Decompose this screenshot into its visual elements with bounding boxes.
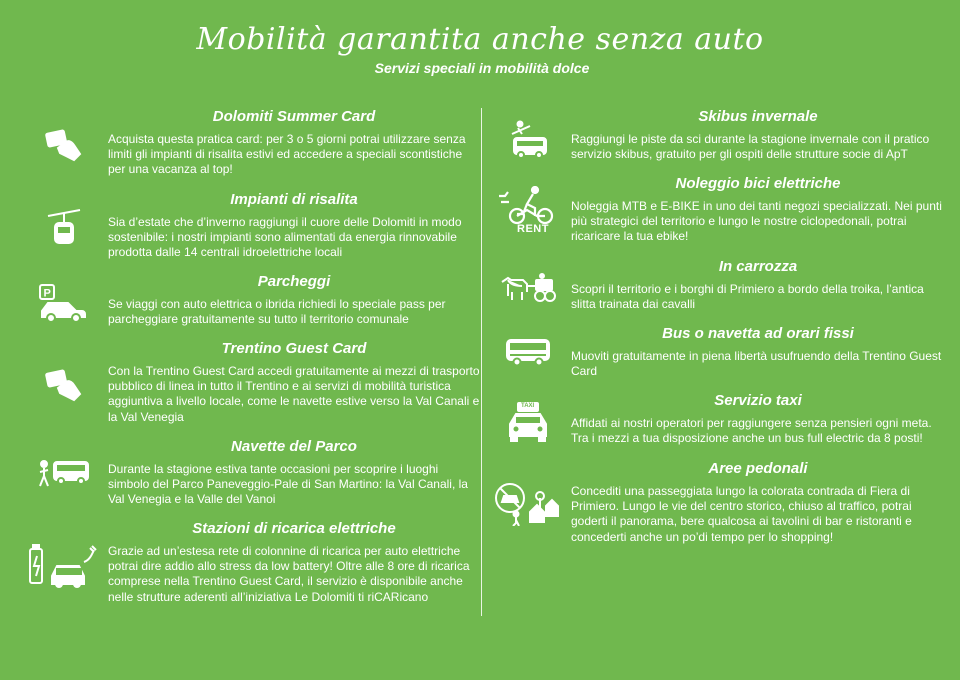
section-trentino-guest-card [108, 339, 480, 425]
section-title: Bus o navetta ad orari fissi [662, 325, 854, 342]
section-text: Muoviti gratuitamente in piena libertà usufruendo della Trentino Guest Card [571, 349, 942, 379]
column-divider [481, 108, 482, 616]
horse-carriage-icon [500, 272, 556, 304]
section-text: Affidati ai nostri operatori per raggiungere senza pensieri ogni meta. Tra i mezzi a tua disposizione anche un bus full electric da 8 posti! [571, 416, 932, 446]
pedestrian-area-icon [494, 480, 562, 526]
section-text: Scopri il territorio e i borghi di Primiero a bordo della troika, l’antica slitta trainata dai cavalli [571, 282, 924, 312]
section-text: Noleggia MTB e E-BIKE in uno dei tanti negozi specializzati. Nei punti più strategici del territorio e lungo le nostre ciclopedonali, potrai ricaricare la tua ebike! [571, 199, 942, 244]
section-title: Trentino Guest Card [221, 340, 367, 357]
section-title: Aree pedonali [708, 460, 808, 477]
section-text: Sia d’estate che d’inverno raggiungi il cuore delle Dolomiti in modo sostenibile: i nostri impianti sono alimentati da energia rinnovabile prodotta dalle 14 centrali idroelettriche locali [108, 215, 462, 260]
section-title: Navette del Parco [231, 438, 357, 455]
section-stazioni-ricarica [108, 519, 480, 605]
hand-card-icon [44, 128, 84, 162]
ev-charging-icon [26, 544, 100, 588]
ebike-rent-icon [497, 186, 557, 236]
section-text: Durante la stagione estiva tante occasioni per scoprire i luoghi simbolo del Parco Paneveggio-Pale di San Martino: la Val Canali, la Val Venegia e la Valle del Vanoi [108, 462, 468, 507]
page-subtitle: Servizi speciali in mobilità dolce [374, 60, 590, 76]
section-bus-navetta [571, 324, 945, 379]
hiker-bus-icon [36, 458, 92, 490]
rent-label: RENT [517, 223, 549, 235]
section-dolomiti-summer-card [108, 107, 480, 178]
section-skibus [571, 107, 945, 162]
taxi-label: TAXI [521, 403, 535, 409]
section-title: Noleggio bici elettriche [675, 175, 841, 192]
section-taxi [571, 391, 945, 446]
section-impianti-risalita [108, 190, 480, 261]
bus-icon [505, 338, 551, 368]
section-text: Concediti una passeggiata lungo la colorata contrada di Fiera di Primiero. Lungo le vie del centro storico, chiuso al traffico, potrai goderti il panorama, bere qualcosa ai tavolini di bar e ristoranti e concederti anche un po’di tempo per lo shopping! [571, 484, 912, 544]
svg-text:P: P [43, 287, 51, 300]
section-navette-parco [108, 437, 480, 508]
section-text: Con la Trentino Guest Card accedi gratuitamente ai mezzi di trasporto pubblico di linea in tutto il Trentino e ai servizi di mobilità turistica aggiuntiva a livello locale, come le navette estive verso la Val Canali e la Val Venegia [108, 364, 480, 424]
section-text: Se viaggi con auto elettrica o ibrida richiedi lo speciale pass per parcheggiare gratuitamente su tutto il territorio comunale [108, 297, 446, 327]
page-title: Mobilità garantita anche senza auto [196, 22, 764, 57]
section-title: Parcheggi [257, 273, 331, 290]
section-title: Skibus invernale [698, 108, 818, 125]
section-title: Servizio taxi [714, 392, 802, 409]
section-text: Acquista questa pratica card: per 3 o 5 giorni potrai utilizzare senza limiti gli impianti di risalita estivi ed accedere a speciali scontistiche per una vacanza al top! [108, 132, 466, 177]
cable-car-icon [46, 208, 82, 246]
section-parcheggi [108, 272, 480, 327]
parking-car-icon [38, 283, 88, 325]
section-title: Dolomiti Summer Card [212, 108, 376, 125]
section-title: In carrozza [718, 258, 798, 275]
header [0, 22, 960, 76]
skibus-icon [508, 120, 550, 160]
section-text: Grazie ad un’estesa rete di colonnine di ricarica per auto elettriche potrai dire addio allo stress da low battery! Oltre alle 8 ore di ricarica comprese nella Trentino Guest Card, il servizio è disponibile anche nelle strutture aderenti all’iniziativa Le Dolomiti ti riCARicano [108, 544, 470, 604]
section-in-carrozza [571, 257, 945, 312]
section-noleggio-bici [571, 174, 945, 245]
section-text: Raggiungi le piste da sci durante la stagione invernale con il pratico servizio skibus, gratuito per gli ospiti delle strutture socie di ApT [571, 132, 930, 162]
hand-card-icon [44, 368, 84, 402]
taxi-icon [506, 402, 550, 442]
section-title: Stazioni di ricarica elettriche [192, 520, 396, 537]
section-title: Impianti di risalita [230, 191, 358, 208]
section-aree-pedonali [571, 459, 945, 545]
